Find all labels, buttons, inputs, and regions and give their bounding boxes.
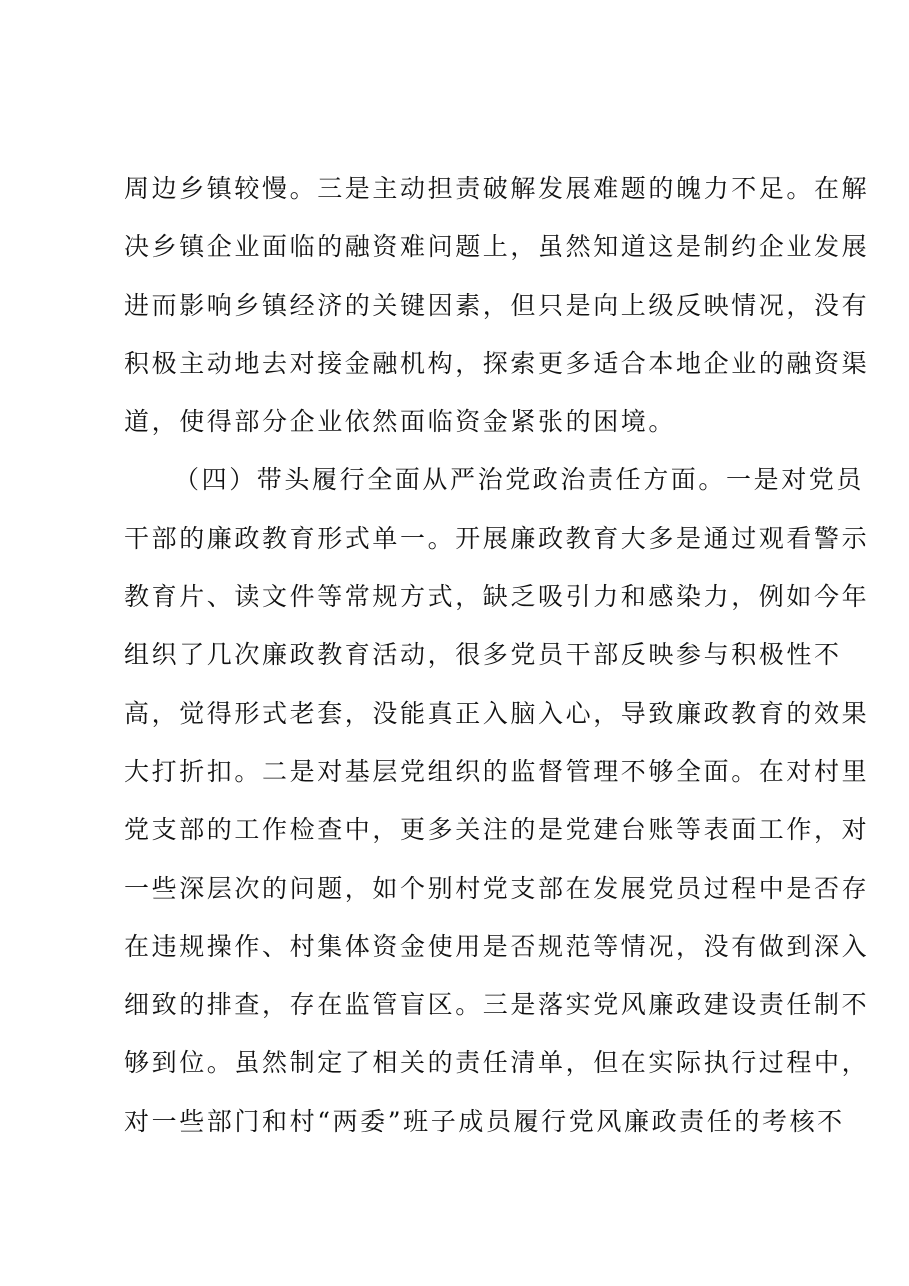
body-text <box>124 160 870 1151</box>
text-line: 组织了几次廉政教育活动，很多党员干部反映参与积极性不 <box>124 640 842 670</box>
section-heading-line: （四）带头履行全面从严治党政治责任方面。一是对党员 <box>174 465 865 495</box>
text-line: 够到位。虽然制定了相关的责任清单，但在实际执行过程中， <box>124 1048 870 1078</box>
text-line: 党支部的工作检查中，更多关注的是党建台账等表面工作，对 <box>124 815 870 845</box>
text-line: 进而影响乡镇经济的关键因素，但只是向上级反映情况，没有 <box>124 290 870 320</box>
text-line: 在违规操作、村集体资金使用是否规范等情况，没有做到深入 <box>124 931 870 961</box>
text-line: 干部的廉政教育形式单一。开展廉政教育大多是通过观看警示 <box>124 523 870 553</box>
text-line: 细致的排查，存在监管盲区。三是落实党风廉政建设责任制不 <box>124 990 870 1020</box>
text-line: 对一些部门和村“两委”班子成员履行党风廉政责任的考核不 <box>124 1106 845 1136</box>
text-line: 教育片、读文件等常规方式，缺乏吸引力和感染力，例如今年 <box>124 582 870 612</box>
text-line: 道，使得部分企业依然面临资金紧张的困境。 <box>124 407 677 437</box>
text-line: 积极主动地去对接金融机构，探索更多适合本地企业的融资渠 <box>124 348 870 378</box>
text-line: 周边乡镇较慢。三是主动担责破解发展难题的魄力不足。在解 <box>124 174 870 203</box>
text-line: 决乡镇企业面临的融资难问题上，虽然知道这是制约企业发展 <box>124 232 870 262</box>
text-line: 高，觉得形式老套，没能真正入脑入心，导致廉政教育的效果 <box>124 698 870 728</box>
text-line: 大打折扣。二是对基层党组织的监督管理不够全面。在对村里 <box>124 756 870 786</box>
text-line: 一些深层次的问题，如个别村党支部在发展党员过程中是否存 <box>124 873 870 903</box>
